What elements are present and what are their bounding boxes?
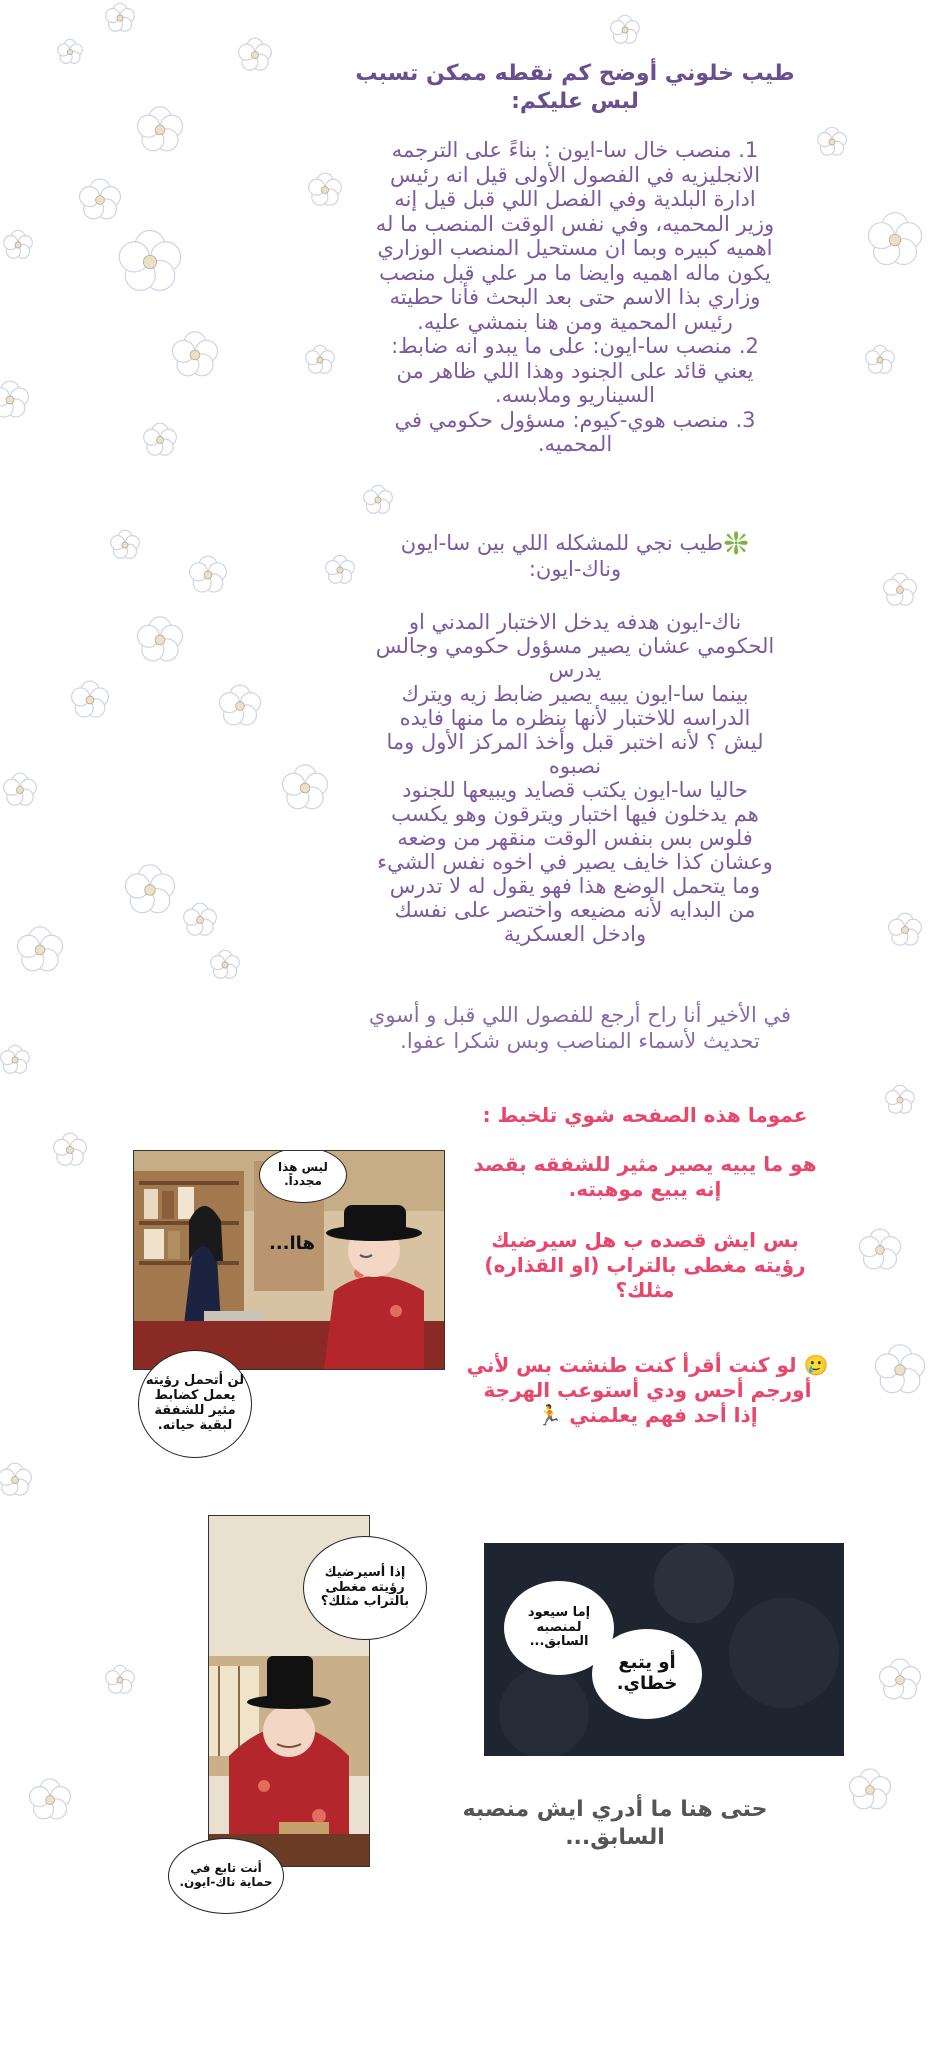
- blossom-icon: [611, 15, 640, 43]
- blossom-icon: [4, 773, 37, 805]
- speech-bubble: إما سيعود لمنصبه السابق...: [504, 1581, 614, 1675]
- blossom-icon: [30, 1779, 71, 1819]
- pink-note-line: أورجم أحس ودي أستوعب الهرجة: [483, 1378, 812, 1402]
- speech-bubble: لن أتحمل رؤيته يعمل كضابط مثير للشفقة لبقية حياته.: [138, 1350, 252, 1458]
- pink-title: عموما هذه الصفحه شوي تلخبط :: [482, 1103, 808, 1127]
- story-line: وما يتحمل الوضع هذا فهو يقول له لا تدرس: [389, 874, 761, 898]
- blossom-icon: [72, 681, 109, 717]
- blossom-icon: [220, 685, 261, 725]
- footer-note: [430, 1796, 800, 1852]
- point-line: المحميه.: [537, 432, 613, 456]
- story-line: حاليا سا-ايون يكتب قصايد ويبيعها للجنود: [402, 778, 748, 802]
- intro-line: طيب خلوني أوضح كم نقطه ممكن تسبب: [355, 61, 795, 86]
- problem-line: وناك-ايون:: [528, 557, 622, 581]
- blossom-icon: [172, 332, 217, 376]
- speech-bubble: إذا أسيرضيك رؤيته مغطى بالتراب مثلك؟: [303, 1536, 427, 1640]
- story-line: ليش ؟ لأنه اختبر قبل وأخذ المركز الأول وما: [386, 730, 764, 754]
- blossom-icon: [4, 230, 33, 258]
- blossom-icon: [0, 1463, 31, 1495]
- blossom-icon: [211, 950, 240, 978]
- pink-note-line: بس ايش قصده ب هل سيرضيك: [491, 1228, 799, 1252]
- point-line: 2. منصب سا-ايون: على ما يبدو انه ضابط:: [391, 334, 759, 358]
- story-line: ناك-ايون هدفه يدخل الاختبار المدني او: [408, 610, 742, 634]
- sound-effect-text: هاا...: [269, 1233, 315, 1254]
- blossom-icon: [119, 231, 180, 291]
- point-line: الانجليزيه في الفصول الأولى قيل انه رئيس: [389, 162, 761, 187]
- ending-line: في الأخير أنا راح أرجع للفصول اللي قبل و أسوي: [368, 1003, 792, 1027]
- pink-note-line: رؤيته مغطى بالتراب (او القذاره): [484, 1253, 806, 1277]
- problem-heading: [340, 530, 810, 582]
- blossom-icon: [1, 1045, 30, 1073]
- pink-note-line: إذا أحد فهم يعلمني 🏃: [537, 1403, 758, 1427]
- speech-bubble: أو يتبع خطاي.: [592, 1629, 702, 1719]
- blossom-icon: [875, 1345, 924, 1393]
- blossom-icon: [190, 556, 227, 592]
- footer-line: حتى هنا ما أدري ايش منصبه: [462, 1797, 768, 1822]
- point-line: 3. منصب هوي-كيوم: مسؤول حكومي في: [394, 407, 756, 432]
- blossom-icon: [884, 573, 917, 605]
- point-line: السيناريو وملابسه.: [495, 383, 655, 407]
- point-line: اهميه كبيره وبما ان مستحيل المنصب الوزاري: [377, 236, 773, 260]
- blossom-icon: [54, 1133, 87, 1165]
- blossom-icon: [106, 3, 135, 31]
- blossom-icon: [889, 913, 922, 945]
- comic-panel-library: [133, 1150, 445, 1370]
- ending-text: [335, 1002, 825, 1054]
- story-line: من البدايه لأنه مضيعه واختصر على نفسك: [394, 898, 756, 922]
- point-line: ادارة البلدية وفي الفصل اللي قبل قيل إنه: [394, 187, 756, 211]
- blossom-icon: [239, 38, 272, 70]
- pink-note-line: مثلك؟: [615, 1278, 675, 1302]
- blossom-icon: [886, 1085, 915, 1113]
- footer-line: السابق...: [565, 1825, 665, 1850]
- blossom-icon: [866, 345, 895, 373]
- pink-note-3: [455, 1353, 840, 1428]
- story-line: هم يدخلون فيها اختبار ويترقون وهو يكسب: [391, 802, 759, 826]
- story-line: فلوس بس بنفس الوقت منقهر من وضعه: [397, 826, 753, 850]
- point-line: وزير المحميه، وفي نفس الوقت المنصب ما له: [375, 211, 775, 236]
- blossom-icon: [860, 1229, 901, 1269]
- blossom-icon: [125, 865, 174, 913]
- intro-line: لبس عليكم:: [511, 89, 639, 114]
- point-line: رئيس المحمية ومن هنا بنمشي عليه.: [417, 309, 733, 334]
- point-line: 1. منصب خال سا-ايون : بناءً على الترجمه: [391, 138, 759, 162]
- blossom-icon: [880, 1659, 921, 1699]
- blossom-icon: [144, 423, 177, 455]
- speech-bubble: أنت تابع في حماية ناك-ايون.: [168, 1838, 284, 1914]
- intro-text: [340, 60, 810, 116]
- blossom-icon: [111, 530, 140, 558]
- blossom-icon: [364, 485, 393, 513]
- point-line: يعني قائد على الجنود وهذا اللي ظاهر من: [396, 358, 754, 383]
- blossom-icon: [282, 765, 327, 809]
- point-line: يكون ماله اهميه وايضا ما مر علي قبل منصب: [379, 260, 771, 285]
- blossom-icon: [184, 903, 217, 935]
- pink-note-line: إنه يبيع موهبته.: [568, 1177, 722, 1201]
- blossom-icon: [106, 1665, 135, 1693]
- pink-note-line: هو ما يبيه يصير مثير للشفقه بقصد: [473, 1152, 817, 1176]
- blossom-icon: [80, 179, 121, 219]
- story-line: وعشان كذا خايف يصير في اخوه نفس الشيء: [377, 850, 773, 874]
- pink-note-line: 🥲 لو كنت أقرأ كنت طنشت بس لأني: [466, 1353, 829, 1377]
- point-line: وزاري بذا الاسم حتى بعد البحث فأنا حطيته: [389, 285, 761, 309]
- story-text: [330, 610, 820, 946]
- ending-line: تحديث لأسماء المناصب وبس شكرا عفوا.: [400, 1029, 760, 1053]
- story-line: بينما سا-ايون يبيه يصير ضابط زيه ويترك: [401, 682, 749, 706]
- blossom-icon: [0, 381, 28, 417]
- blossom-icon: [818, 127, 847, 155]
- blossom-icon: [17, 927, 62, 971]
- blossom-icon: [137, 107, 182, 151]
- story-line: وادخل العسكرية: [503, 922, 647, 946]
- blossom-icon: [868, 213, 921, 265]
- story-line: نصبوه: [548, 754, 602, 778]
- story-line: الحكومي عشان يصير مسؤول حكومي وجالس: [375, 634, 775, 658]
- problem-line: ❇️طيب نجي للمشكله اللي بين سا-ايون: [400, 531, 750, 555]
- blossom-icon: [58, 39, 83, 63]
- pink-note-1: [460, 1152, 830, 1202]
- story-line: يدرس: [548, 658, 602, 682]
- story-line: الدراسه للاختبار لأنها بنظره ما منها فايده: [399, 706, 751, 730]
- comic-panel-night: [484, 1543, 844, 1756]
- blossom-icon: [850, 1769, 891, 1809]
- points-list: [330, 138, 820, 457]
- speech-bubble: ليس هذا مجدداً.: [259, 1150, 347, 1203]
- pink-note-2: [460, 1228, 830, 1303]
- blossom-icon: [137, 617, 182, 661]
